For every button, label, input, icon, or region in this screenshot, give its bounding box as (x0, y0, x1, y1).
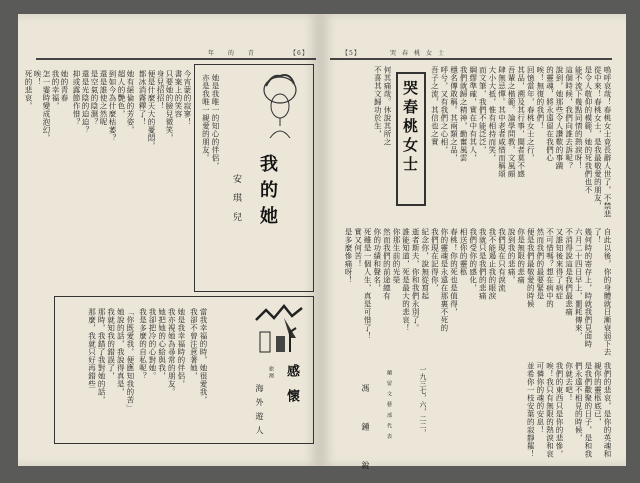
article-line: 吾子之流，其信也之實 (430, 66, 440, 146)
poem-line: 還是光陰的迫迫？ (81, 70, 90, 134)
article-line: 穩名傳敢稱。其兩類之品， (449, 66, 459, 162)
left-page (18, 14, 320, 466)
running-title: 哭春桃女士 (390, 50, 451, 57)
article-line: 而文筆，我們不能泛泛， (478, 66, 488, 154)
woman-portrait-illustration (258, 72, 302, 142)
article-line: 你那生前的光榮 (391, 228, 401, 284)
article-line: 嗚呼哀哉！春桃女士竟長辭人世了，不禁悲 (603, 66, 612, 218)
article-line: 不可惜嗎？想在病中的 (545, 228, 555, 308)
article-line: 紀念你，說無從寫起 (420, 228, 430, 300)
article-line: 肆無忌憚。其中老者咸惜而稱頌 (497, 66, 507, 178)
article-line: 幾何時的寄存上，時就我們見面時 (583, 228, 593, 348)
article-line: 相送你的靈柩 (459, 228, 469, 276)
poem2-author-prefix: 旅澳 (268, 366, 274, 380)
article-body-end (440, 362, 612, 460)
signature-org: 蘭 留 文 藝 部 代 表 (386, 370, 392, 441)
article-line: 可憐你的魂的安息！ (535, 362, 545, 434)
article-line: 我不能遏止我的眼淚 (487, 228, 497, 300)
article-line: 是多麼慘痛呀！ (343, 228, 353, 284)
article-title: 哭春桃女士 (401, 80, 419, 175)
article-line: 綱繆準確，實在中有其人， (468, 66, 478, 162)
poem-line: 到如今為什麼枯萎？ (108, 70, 117, 142)
poem-author: 安琪兒 (231, 174, 241, 231)
signature-name: 馮 鍾 銳 (361, 384, 370, 483)
poem1-lines-in-box (198, 74, 220, 224)
poem-line: 都冰消霧釋了！ (138, 70, 147, 126)
article-line: 我們現在只有淚流 (497, 228, 507, 292)
article-line: 何其痛哉。休說其所之 (383, 66, 392, 146)
article-body-upper-right (426, 66, 612, 224)
header-rule (330, 58, 612, 60)
poem-line: 她有絕倫的芳姿， (126, 70, 135, 134)
article-line: 實又何苦！ (353, 228, 363, 268)
poem-line: 唉！ (33, 70, 42, 86)
article-line: 說到，她那些令人讚歎的事蹟 (555, 66, 565, 170)
poem-line: 她說的話，我說得真是， (116, 308, 126, 396)
article-line: 六月二十四日早上，噩耗傳來， (574, 228, 584, 340)
poem-line: 當我幸福的時，她很愛我， (199, 308, 208, 404)
poem-line: 超人的艷色， (117, 70, 126, 118)
running-title: 年 的 青 (208, 50, 260, 57)
article-line: 誰能知道，死是最大的悲哀！ (401, 228, 411, 332)
poem-line: 我卻把冷的心對她。 (148, 308, 158, 380)
article-line: 不消得說這是我們最悲痛 (564, 228, 574, 316)
article-body-middle (326, 228, 612, 358)
article-line: 不喜其文歸功於生， (373, 66, 383, 138)
poem-line: 亦是我唯一親愛的朋友。 (201, 74, 211, 162)
poem-line: 她把她的心給與我， (157, 308, 167, 380)
article-line: 其品，溯及其行事，聞者莫不感 (516, 66, 526, 178)
article-line: 我們就歸之精神，勤奮風雲 (459, 66, 469, 162)
right-page (320, 14, 626, 483)
poem1-lines (20, 70, 192, 210)
poem-line: 「你既愛我，便應知我的苦」 (125, 308, 135, 412)
poem-line: 書案上的笑容 (174, 70, 183, 118)
article-line: 呼兮，又有我們之心相， (439, 66, 449, 154)
article-line: 逝者斯夫，你和我們永別了。 (411, 228, 421, 332)
poem-line: 怎一霎時變成泡幻， (42, 70, 51, 142)
poem-line: 我是多麼的自私呢？ (138, 308, 148, 380)
article-line: 吾輩之楷範。論學問教，文風頗 (507, 66, 517, 178)
mountain-landscape-illustration (254, 304, 308, 356)
article-line: 死雖是一個人生，真是可惜了！ (363, 228, 373, 340)
poem-line: 那麼，我就只好再錯些 (87, 308, 97, 388)
article-line: 唉！我只有無限的熱淚和哀 (545, 362, 555, 458)
page-number: 【5】 (342, 50, 361, 57)
article-line: 我就只是我們的悲痛 (478, 228, 488, 300)
article-line: 說到我的悲痛， (507, 228, 517, 284)
article-line: 你就去吧！ (564, 362, 574, 402)
article-line: 的靈魂，將永遠留在我們心 (545, 66, 555, 162)
article-date: 一九三七，六，二二， (419, 366, 427, 436)
article-line: 這個時候，我們向誰去訴呢？ (564, 66, 574, 170)
poem-line: 身兒招招！ (156, 70, 165, 110)
article-line: 從中來！春桃女士，是我最敬愛的朋友， (593, 66, 603, 210)
poem-line: 今宵蒙的寂寥！ (183, 70, 192, 126)
poem-line: 死的悲哀， (24, 70, 33, 110)
article-line: 春桃！你的死也是值得， (449, 228, 459, 316)
poem-line: 那時，我錯了我對她的話， (97, 308, 107, 404)
article-line: 自此以後，你的身體就日漸衰弱下去了！ (593, 228, 612, 356)
article-line: 我們的東西只是你的悲慘， (555, 362, 565, 458)
article-line: 你的靈魂是永遠在那裏不死的 (439, 228, 449, 332)
poem-line: 我就知我的錯誤了， (106, 308, 116, 380)
poem-line: 還是誰使之然呢 (99, 70, 108, 126)
article-line: 並希你一枝安葉的寂靜罷！ (526, 362, 536, 458)
page-number: 【6】 (290, 50, 309, 57)
poem-line: 我亦視她為尋常的朋友。 (167, 308, 177, 396)
article-line: 唉！無復的我們！ (535, 66, 545, 130)
article-line: 然而我們的前途總有 (382, 228, 392, 300)
poem-line: 她是我唯一的知心的伴侶， (211, 74, 220, 170)
article-line: 你是無限的悲痛 (516, 228, 526, 284)
poem-line: 她的青春 (60, 70, 69, 102)
article-line: 我們現在記得你， (430, 228, 440, 292)
article-line: 我們受你的感化， (468, 228, 478, 292)
poem2-lines (74, 308, 208, 436)
article-line: 大小大抵，惟有相持而笑， (487, 66, 497, 162)
article-line: 是我們歡聚的日子，是和我們永遠不相見的時候， (574, 362, 593, 458)
poem2-author: 海外遊人 (255, 384, 264, 440)
poem-line: 她是我幸福時的伴侶， (176, 308, 186, 388)
poem-line: 我的幸福， (51, 70, 60, 110)
article-line: 我們的悲哀，是你的英魂和親你的靈柩底已， (593, 362, 612, 458)
poem-line: 抑或露節作惜？ (72, 70, 81, 126)
article-line: 回憶當年，春桃女士之行， (526, 66, 536, 162)
poem-line: 是空氣的陰濕？ (90, 70, 99, 126)
poem-line: 我卻不曾注意著她， (189, 308, 199, 380)
poem-line: 只要她的臉兒微笑， (165, 70, 174, 142)
poem-line: 便是什麼天大的憂悶， (147, 70, 156, 150)
article-line: 又誰知後來得了病症 (555, 228, 565, 300)
poem-title: 我的她 (257, 154, 278, 232)
header-rule (36, 58, 316, 60)
article-body-upper-left (326, 66, 392, 224)
article-line: 是令人敬仰的模範，她的死我們也不 (583, 66, 593, 194)
poem2-title: 感懷 (284, 364, 299, 414)
article-line: 便是我們最敬愛的時候 (526, 228, 536, 308)
article-line: 然而我們的最要緊是 (535, 228, 545, 300)
article-line: 能不流下幾點同情的熱淚呀！ (574, 66, 584, 170)
article-line: 你的功績和聲名， (372, 228, 382, 292)
